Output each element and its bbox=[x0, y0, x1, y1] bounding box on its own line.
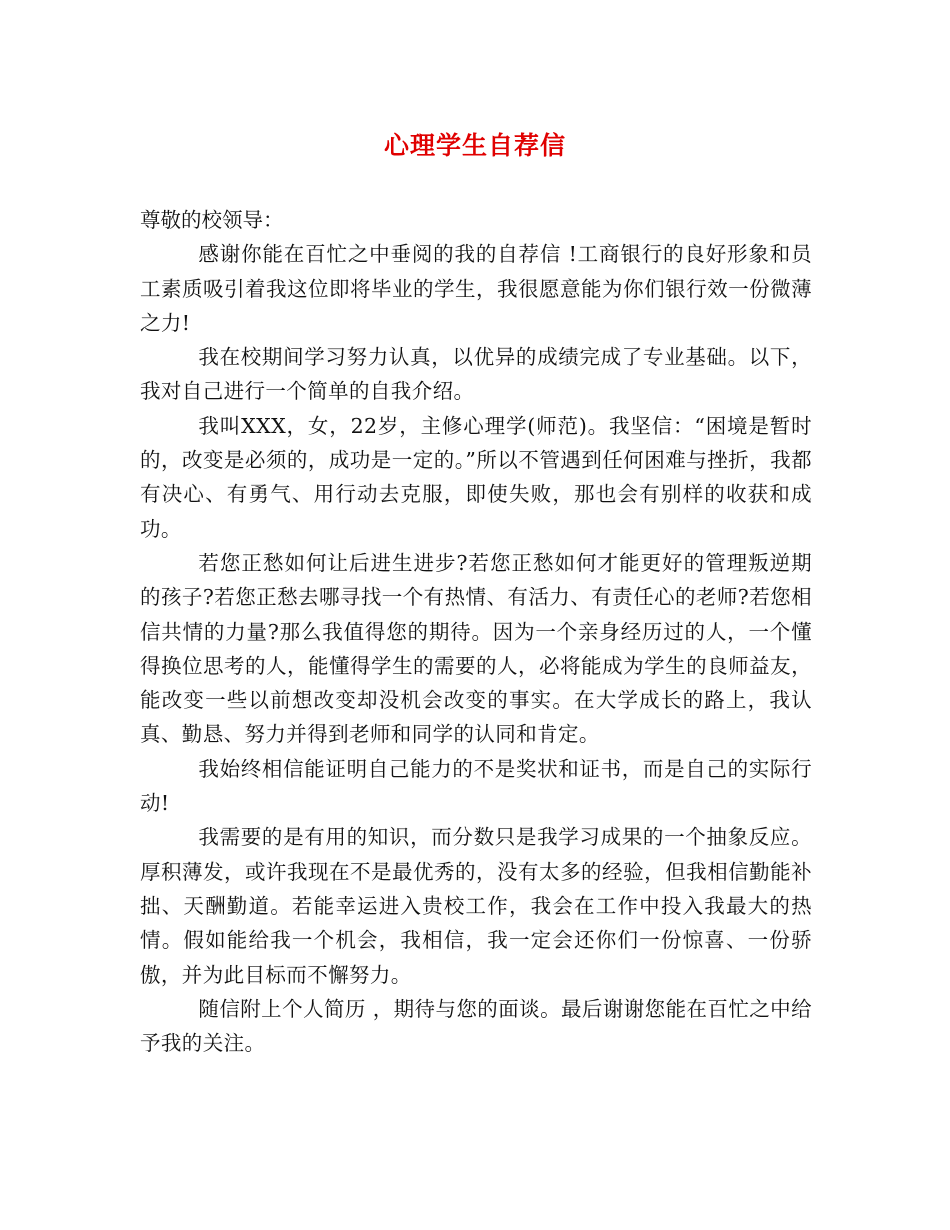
paragraph-action: 我始终相信能证明自己能力的不是奖状和证书，而是自己的实际行动! bbox=[140, 756, 812, 816]
letter-body bbox=[140, 203, 812, 1060]
salutation: 尊敬的校领导： bbox=[140, 208, 284, 232]
document-title: 心理学生自荐信 bbox=[383, 131, 566, 160]
paragraph-thanks: 感谢你能在百忙之中垂阅的我的自荐信 !工商银行的良好形象和员工素质吸引着我这位即将毕业的学生，我很愿意能为你们银行效一份微薄之力! bbox=[140, 242, 812, 335]
paragraph-study: 我在校期间学习努力认真，以优异的成绩完成了专业基础。以下，我对自己进行一个简单的自我介绍。 bbox=[140, 345, 812, 404]
paragraph-closing: 随信附上个人简历 ，期待与您的面谈。最后谢谢您能在百忙之中给予我的关注。 bbox=[140, 996, 812, 1056]
paragraph-intro: 我叫XXX，女，22岁，主修心理学(师范)。我坚信：“困境是暂时的，改变是必须的，成功是一定的。”所以不管遇到任何困难与挫折，我都有决心、有勇气、用行动去克服，即使失败，那也会有别样的收获和成功。 bbox=[140, 413, 812, 541]
paragraph-value: 若您正愁如何让后进生进步?若您正愁如何才能更好的管理叛逆期的孩子?若您正愁去哪寻找一个有热情、有活力、有责任心的老师?若您相信共情的力量?那么我值得您的期待。因为一个亲身经历过的人，一个懂得换位思考的人，能懂得学生的需要的人，必将能成为学生的良师益友，能改变一些以前想改变却没机会改变的事实。在大学成长的路上，我认真、勤恳、努力并得到老师和同学的认同和肯定。 bbox=[140, 550, 812, 747]
paragraph-knowledge: 我需要的是有用的知识，而分数只是我学习成果的一个抽象反应。厚积薄发，或许我现在不是最优秀的，没有太多的经验，但我相信勤能补拙、天酬勤道。若能幸运进入贵校工作，我会在工作中投入我最大的热情。假如能给我一个机会，我相信，我一定会还你们一份惊喜、一份骄傲，并为此目标而不懈努力。 bbox=[140, 825, 812, 987]
